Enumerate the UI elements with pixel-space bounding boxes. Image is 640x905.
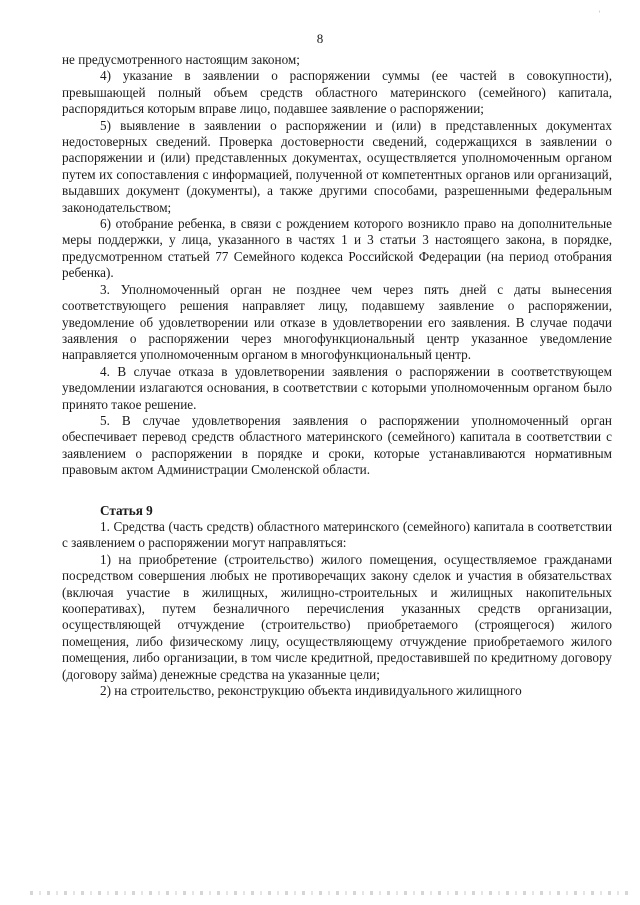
- document-body: [62, 52, 612, 699]
- paragraph-part-3: 3. Уполномоченный орган не позднее чем через пять дней с даты вынесения соответствующего решения направляет лицу, подавшему заявление о распоряжении, уведомление об удовлетворении или отказе в удовлетворении его заявления. В случае подачи заявления о распоряжении через многофункциональный центр указанное уведомление направляется уполномоченным органом в многофункциональный центр.: [62, 281, 612, 363]
- page-number: 8: [316, 31, 324, 46]
- scan-corner-mark: ʿ: [598, 10, 601, 19]
- article-heading: Статья 9: [100, 502, 153, 518]
- article-item-2: 2) на строительство, реконструкцию объекта индивидуального жилищного: [100, 683, 522, 699]
- paragraph-part-5: 5. В случае удовлетворения заявления о распоряжении уполномоченный орган обеспечивает перевод средств областного материнского (семейного) капитала в соответствии с заявлением о распоряжении в порядке и сроки, которые устанавливаются нормативным правовым актом Администрации Смоленской области.: [62, 412, 612, 478]
- scan-artifact-strip: [30, 891, 630, 895]
- paragraph-continuation: не предусмотренного настоящим законом;: [62, 52, 300, 67]
- paragraph-item-4: 4) указание в заявлении о распоряжении суммы (ее частей в совокупности), превышающей полный объем средств областного материнского (семейного) капитала, распорядиться которым вправе лицо, подавшее заявление о распоряжении;: [62, 68, 612, 117]
- article-item-1: 1) на приобретение (строительство) жилого помещения, осуществляемое гражданами посредством совершения любых не противоречащих закону сделок и участия в обязательствах (включая участие в жилищных, жилищно-строительных и жилищных накопительных кооперативах), путем безналичного перечисления указанных средств организации, осуществляющей отчуждение (строительство) приобретаемого (строящегося) жилого помещения, либо физическому лицу, осуществляющему отчуждение приобретаемого жилого помещения, либо организации, в том числе кредитной, предоставившей по кредитному договору (договору займа) денежные средства на указанные цели;: [62, 551, 612, 682]
- paragraph-part-4: 4. В случае отказа в удовлетворении заявления о распоряжении в соответствующем уведомлении излагаются основания, в соответствии с которыми уполномоченным органом было принято такое решение.: [62, 363, 612, 412]
- paragraph-item-5: 5) выявление в заявлении о распоряжении и (или) в представленных документах недостоверных сведений. Проверка достоверности сведений, содержащихся в заявлении о распоряжении и (или) представленных документах, осуществляется уполномоченным органом путем их сопоставления с информацией, полученной от компетентных органов или организаций, выдавших документ (документы), а также другими способами, разрешенными федеральным законодательством;: [62, 117, 612, 215]
- paragraph-item-6: 6) отобрание ребенка, в связи с рождением которого возникло право на дополнительные меры поддержки, у лица, указанного в частях 1 и 3 статьи 3 настоящего закона, в порядке, предусмотренном статьей 77 Семейного кодекса Российской Федерации (на период отобрания ребенка).: [62, 216, 612, 281]
- article-part-1: 1. Средства (часть средств) областного материнского (семейного) капитала в соответствии с заявлением о распоряжении могут направляться:: [62, 518, 612, 551]
